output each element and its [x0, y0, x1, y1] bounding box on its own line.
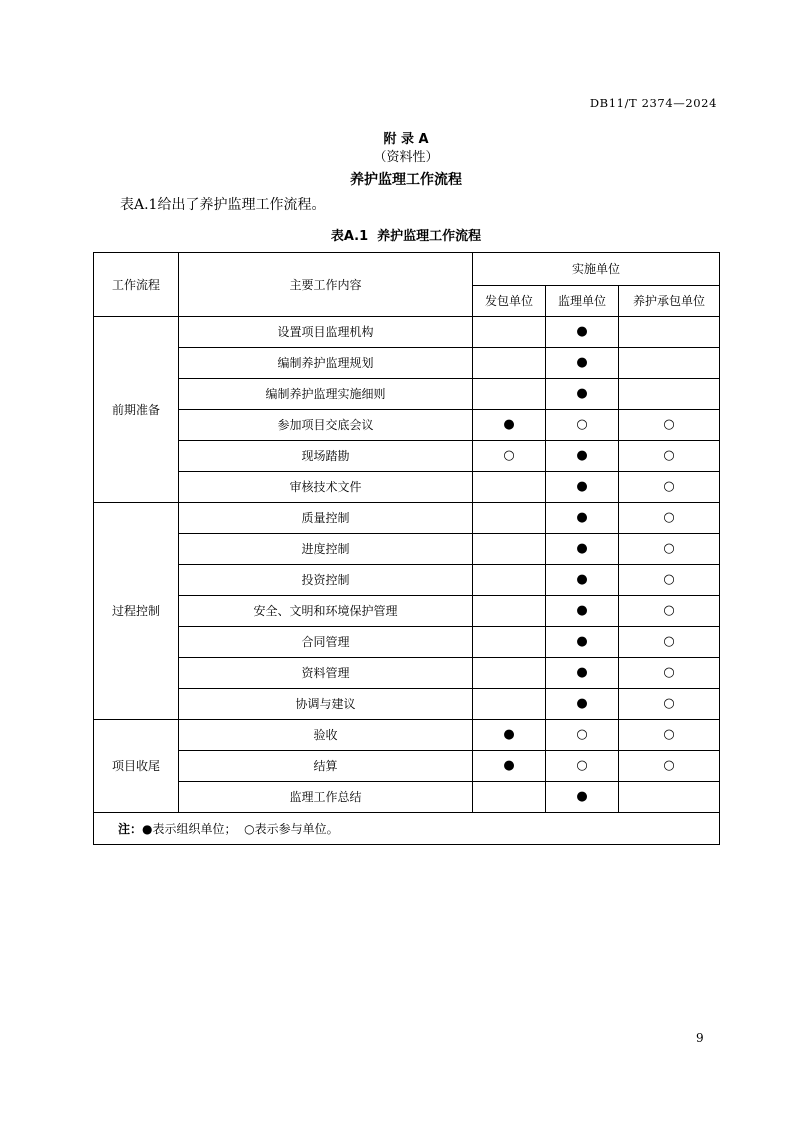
table-row	[94, 720, 720, 751]
maintenance-mark	[619, 379, 720, 410]
table-note-row	[94, 813, 720, 845]
contractor-mark	[473, 379, 546, 410]
task-cell: 编制养护监理实施细则	[179, 379, 473, 410]
maintenance-mark: ○	[619, 410, 720, 441]
maintenance-mark: ○	[619, 751, 720, 782]
supervisor-mark: ●	[546, 627, 619, 658]
maintenance-mark: ○	[619, 689, 720, 720]
table-row	[94, 503, 720, 534]
contractor-mark	[473, 596, 546, 627]
task-cell: 监理工作总结	[179, 782, 473, 813]
task-cell: 编制养护监理规划	[179, 348, 473, 379]
appendix-nature: （资料性）	[373, 150, 439, 165]
supervisor-mark: ●	[546, 348, 619, 379]
maintenance-mark: ○	[619, 472, 720, 503]
contractor-mark	[473, 348, 546, 379]
col-header-maintenance: 养护承包单位	[619, 286, 720, 317]
table-row	[94, 379, 720, 410]
table-row	[94, 472, 720, 503]
table-row	[94, 782, 720, 813]
contractor-mark	[473, 534, 546, 565]
task-cell: 结算	[179, 751, 473, 782]
contractor-mark: ●	[473, 720, 546, 751]
process-group-cell: 项目收尾	[94, 720, 179, 813]
supervisor-mark: ●	[546, 596, 619, 627]
maintenance-mark: ○	[619, 596, 720, 627]
col-header-contractor: 发包单位	[473, 286, 546, 317]
contractor-mark	[473, 658, 546, 689]
contractor-mark	[473, 565, 546, 596]
supervisor-mark: ○	[546, 720, 619, 751]
task-cell: 协调与建议	[179, 689, 473, 720]
maintenance-mark: ○	[619, 503, 720, 534]
table-row	[94, 689, 720, 720]
task-cell: 审核技术文件	[179, 472, 473, 503]
task-cell: 质量控制	[179, 503, 473, 534]
task-cell: 合同管理	[179, 627, 473, 658]
contractor-mark	[473, 317, 546, 348]
supervisor-mark: ●	[546, 441, 619, 472]
table-row	[94, 348, 720, 379]
supervisor-mark: ●	[546, 503, 619, 534]
note-label: 注：	[118, 821, 143, 836]
contractor-mark	[473, 782, 546, 813]
supervisor-mark: ●	[546, 782, 619, 813]
task-cell: 资料管理	[179, 658, 473, 689]
supervisor-mark: ●	[546, 689, 619, 720]
task-cell: 进度控制	[179, 534, 473, 565]
task-cell: 参加项目交底会议	[179, 410, 473, 441]
col-header-content: 主要工作内容	[179, 253, 473, 317]
supervisor-mark: ●	[546, 379, 619, 410]
document-code: DB11/T 2374—2024	[589, 96, 717, 110]
contractor-mark: ●	[473, 410, 546, 441]
contractor-mark	[473, 503, 546, 534]
contractor-mark	[473, 472, 546, 503]
process-group-cell: 前期准备	[94, 317, 179, 503]
intro-paragraph: 表A.1给出了养护监理工作流程。	[120, 197, 326, 213]
table-header-row	[94, 253, 720, 286]
maintenance-mark	[619, 317, 720, 348]
supervisor-mark: ○	[546, 751, 619, 782]
page-number: 9	[696, 1031, 704, 1045]
table-note	[94, 813, 720, 845]
table-row	[94, 441, 720, 472]
contractor-mark	[473, 627, 546, 658]
task-cell: 设置项目监理机构	[179, 317, 473, 348]
task-cell: 现场踏勘	[179, 441, 473, 472]
contractor-mark: ○	[473, 441, 546, 472]
maintenance-mark: ○	[619, 534, 720, 565]
maintenance-mark: ○	[619, 658, 720, 689]
table-row	[94, 751, 720, 782]
supervisor-mark: ○	[546, 410, 619, 441]
table-row	[94, 658, 720, 689]
table-row	[94, 317, 720, 348]
table-row	[94, 596, 720, 627]
col-header-units: 实施单位	[473, 253, 720, 286]
supervisor-mark: ●	[546, 534, 619, 565]
maintenance-mark: ○	[619, 720, 720, 751]
appendix-label: 附 录 A	[383, 132, 429, 147]
task-cell: 投资控制	[179, 565, 473, 596]
supervisor-mark: ●	[546, 658, 619, 689]
contractor-mark: ●	[473, 751, 546, 782]
process-group-cell: 过程控制	[94, 503, 179, 720]
maintenance-mark: ○	[619, 627, 720, 658]
maintenance-mark: ○	[619, 441, 720, 472]
maintenance-mark	[619, 348, 720, 379]
contractor-mark	[473, 689, 546, 720]
supervisor-mark: ●	[546, 565, 619, 596]
table-row	[94, 565, 720, 596]
table-caption: 表A.1 养护监理工作流程	[330, 229, 482, 244]
appendix-title: 养护监理工作流程	[350, 172, 462, 188]
maintenance-mark	[619, 782, 720, 813]
col-header-supervisor: 监理单位	[546, 286, 619, 317]
workflow-table	[93, 252, 720, 845]
task-cell: 验收	[179, 720, 473, 751]
supervisor-mark: ●	[546, 317, 619, 348]
col-header-process: 工作流程	[94, 253, 179, 317]
maintenance-mark: ○	[619, 565, 720, 596]
table-row	[94, 534, 720, 565]
note-text: ●表示组织单位； ○表示参与单位。	[142, 821, 339, 836]
supervisor-mark: ●	[546, 472, 619, 503]
task-cell: 安全、文明和环境保护管理	[179, 596, 473, 627]
table-row	[94, 410, 720, 441]
table-row	[94, 627, 720, 658]
